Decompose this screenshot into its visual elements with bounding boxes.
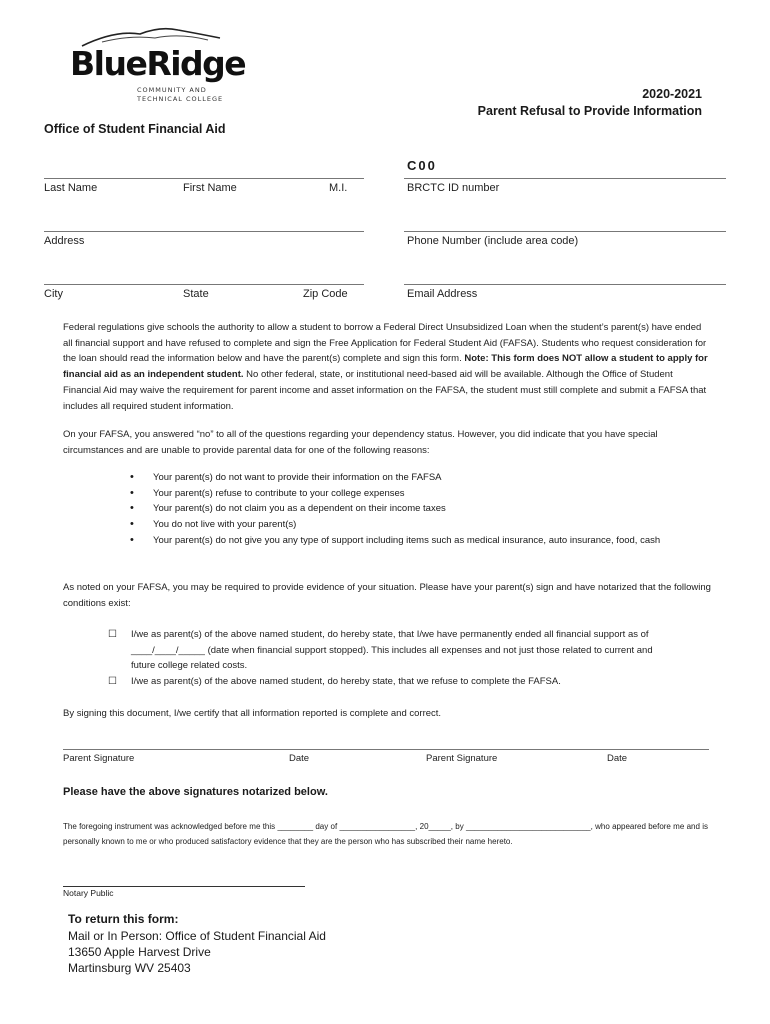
- last-name-label: Last Name: [44, 182, 98, 194]
- regulations-paragraph: Federal regulations give schools the authority to allow a student to borrow a Federal Direct Unsubsidized Loan when the student’s parent(s) have ended all financial support and have refused to complete and sign the Free Application for Federal Student Aid (FAFSA). Students who request consideration for the loan should read the information below and have the parent(s) complete and sign this form. Note: This form does NOT allow a student to apply for financial aid as an independent student. No other federal, state, or institutional need-based aid will be available. Although the Office of Student Financial Aid may waive the requirement for parent income and asset information on the FAFSA, the student must still complete and submit a FAFSA that includes all required student information.: [63, 322, 708, 412]
- list-item: • Your parent(s) do not give you any type of support including items such as medical insurance, auto insurance, food, cash: [130, 533, 700, 549]
- list-item: • Your parent(s) refuse to contribute to your college expenses: [130, 486, 700, 502]
- academic-year: 2020-2021: [642, 87, 702, 101]
- certification-statement: By signing this document, I/we certify that all information reported is complete and correct.: [63, 708, 442, 719]
- date-label: Date: [607, 753, 628, 764]
- phone-line[interactable]: [404, 231, 726, 232]
- form-title: Parent Refusal to Provide Information: [477, 104, 702, 118]
- address-label: Address: [44, 235, 85, 247]
- id-prefix-value: C00: [407, 158, 437, 173]
- return-city: Martinsburg WV 25403: [68, 961, 191, 975]
- phone-label: Phone Number (include area code): [407, 235, 579, 247]
- return-method: Mail or In Person: Office of Student Financial Aid: [68, 929, 326, 943]
- notary-signature-line[interactable]: [63, 886, 305, 887]
- evidence-paragraph: As noted on your FAFSA, you may be required to provide evidence of your situation. Please have your parent(s) sign and have notarized that the following conditions exist:: [63, 582, 711, 609]
- list-item: • You do not live with your parent(s): [130, 517, 700, 533]
- address-line[interactable]: [44, 231, 364, 232]
- notarize-heading: Please have the above signatures notarized below.: [63, 786, 328, 798]
- id-line[interactable]: [404, 178, 726, 179]
- parent-signature-label: Parent Signature: [426, 753, 498, 764]
- email-label: Email Address: [407, 288, 478, 300]
- reasons-list: [130, 470, 700, 549]
- notary-public-label: Notary Public: [63, 888, 114, 898]
- parent-signature-label: Parent Signature: [63, 753, 135, 764]
- checkbox-icon[interactable]: ☐: [108, 676, 117, 687]
- city-line[interactable]: [44, 284, 364, 285]
- city-label: City: [44, 288, 63, 300]
- list-item: • Your parent(s) do not claim you as a dependent on their income taxes: [130, 501, 700, 517]
- dependency-paragraph: On your FAFSA, you answered “no” to all of the questions regarding your dependency status. However, you did indicate that you have special circumstances and are unable to provide parental data for one of the following reasons:: [63, 429, 658, 456]
- first-name-label: First Name: [183, 182, 237, 194]
- return-street: 13650 Apple Harvest Drive: [68, 945, 211, 959]
- notary-statement: The foregoing instrument was acknowledged before me this ________ day of _________________, 20_____, by ____________________________, who appeared before me and is personally known to me or who produced satisfactory evidence that they are the person who has subscribed their name hereto.: [63, 822, 708, 846]
- state-label: State: [183, 288, 209, 300]
- condition-support-ended: ☐ I/we as parent(s) of the above named student, do hereby state, that I/we have permanently ended all financial support as of ____/____/_____ (date when financial support stopped). This includes all expenses and not just those related to current and future college related costs.: [108, 629, 653, 672]
- id-number-label: BRCTC ID number: [407, 182, 500, 194]
- signature-line[interactable]: [63, 749, 709, 750]
- return-heading: To return this form:: [68, 912, 179, 926]
- college-logo-subtitle: COMMUNITY AND TECHNICAL COLLEGE: [137, 86, 224, 103]
- email-line[interactable]: [404, 284, 726, 285]
- office-name: Office of Student Financial Aid: [44, 122, 226, 136]
- college-logo: BlueRidge: [70, 44, 246, 83]
- zip-code-label: Zip Code: [303, 288, 348, 300]
- condition-refuse-fafsa: ☐ I/we as parent(s) of the above named student, do hereby state, that we refuse to complete the FAFSA.: [131, 674, 661, 690]
- checkbox-icon[interactable]: ☐: [108, 629, 117, 640]
- list-item: • Your parent(s) do not want to provide their information on the FAFSA: [130, 470, 700, 486]
- name-line[interactable]: [44, 178, 364, 179]
- middle-initial-label: M.I.: [329, 182, 348, 194]
- date-label: Date: [289, 753, 310, 764]
